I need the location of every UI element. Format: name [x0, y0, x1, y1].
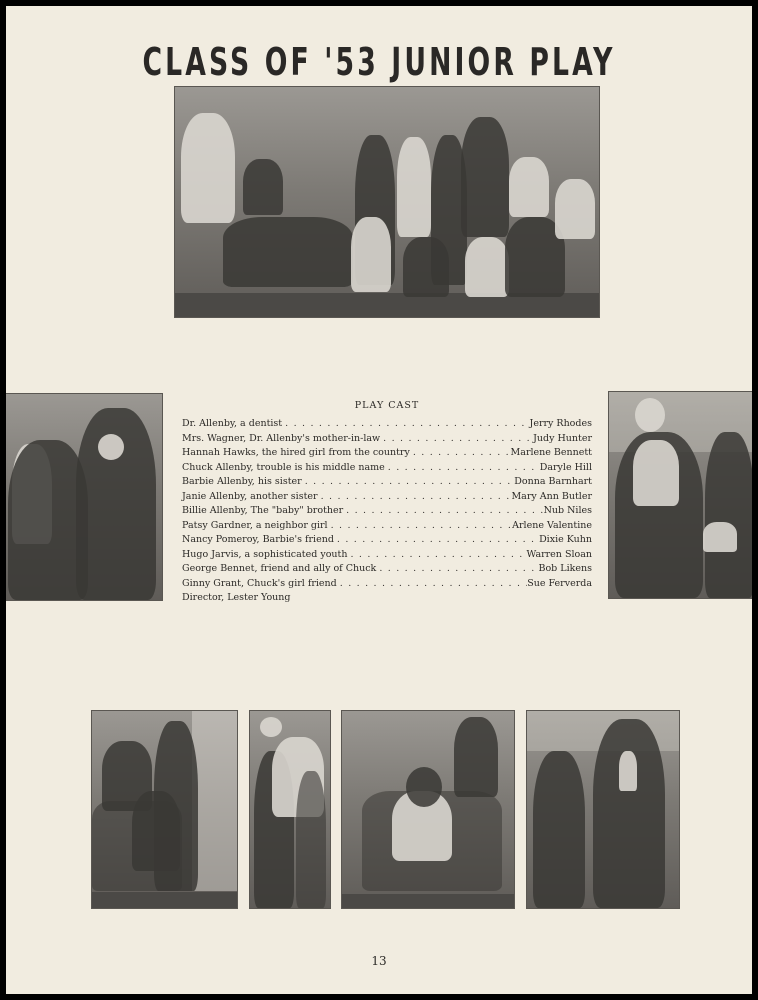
- leader-dots: [347, 549, 526, 560]
- leader-dots: [385, 462, 540, 473]
- scene-photo-1: [91, 710, 238, 909]
- cast-actor: Jerry Rhodes: [529, 418, 592, 429]
- scene-photo-3: [341, 710, 515, 909]
- cast-actor: Arlene Valentine: [512, 519, 592, 531]
- left-cast-photo: [6, 393, 163, 601]
- cast-actor: Daryle Hill: [539, 461, 592, 473]
- cast-row: [182, 520, 592, 535]
- cast-actor: Bob Likens: [538, 563, 592, 574]
- cast-row: [182, 549, 592, 564]
- cast-row: [182, 462, 592, 477]
- cast-role: Dr. Allenby, a dentist: [182, 418, 283, 429]
- cast-actor: Warren Sloan: [526, 548, 592, 560]
- cast-role: Hannah Hawks, the hired girl from the country: [182, 447, 410, 458]
- leader-dots: [328, 520, 513, 531]
- cast-actor: Judy Hunter: [533, 432, 592, 444]
- group-cast-photo: [174, 86, 600, 318]
- cast-role: Patsy Gardner, a neighbor girl: [182, 519, 328, 531]
- cast-row: [182, 447, 592, 462]
- director-credit: Director, Lester Young: [182, 592, 291, 603]
- yearbook-page: [6, 6, 752, 994]
- leader-dots: [282, 418, 529, 429]
- cast-actor: Donna Barnhart: [514, 476, 592, 487]
- cast-heading: PLAY CAST: [354, 400, 420, 411]
- cast-row: [182, 491, 592, 506]
- scene-photo-2: [249, 710, 331, 909]
- cast-actor: Nub Niles: [543, 505, 592, 516]
- cast-role: Billie Allenby, The "baby" brother: [182, 505, 344, 516]
- cast-actor: Sue Ferverda: [527, 577, 592, 589]
- cast-row: [182, 534, 592, 549]
- cast-role: Nancy Pomeroy, Barbie's friend: [182, 534, 334, 545]
- leader-dots: [376, 563, 538, 574]
- cast-row: [182, 578, 592, 593]
- cast-row: [182, 433, 592, 448]
- cast-row: [182, 418, 592, 433]
- leader-dots: [343, 505, 543, 516]
- cast-role: Ginny Grant, Chuck's girl friend: [182, 577, 337, 589]
- cast-row: [182, 476, 592, 491]
- cast-row: [182, 563, 592, 578]
- cast-role: Barbie Allenby, his sister: [182, 476, 302, 487]
- cast-role: Janie Allenby, another sister: [182, 490, 318, 502]
- cast-role: Mrs. Wagner, Dr. Allenby's mother-in-law: [182, 432, 381, 444]
- leader-dots: [337, 578, 527, 589]
- play-cast-list: [182, 400, 592, 607]
- page-title: CLASS OF '53 JUNIOR PLAY: [142, 40, 616, 84]
- cast-role: George Bennet, friend and ally of Chuck: [182, 563, 377, 574]
- leader-dots: [410, 447, 511, 458]
- cast-actor: Dixie Kuhn: [539, 534, 592, 545]
- leader-dots: [380, 433, 533, 444]
- right-cast-photo: [608, 391, 752, 599]
- leader-dots: [334, 534, 539, 545]
- cast-actor: Marlene Bennett: [510, 447, 592, 458]
- scene-photo-4: [526, 710, 680, 909]
- cast-row: [182, 505, 592, 520]
- page-number: 13: [371, 954, 387, 968]
- leader-dots: [318, 491, 512, 502]
- cast-role: Hugo Jarvis, a sophisticated youth: [182, 548, 348, 560]
- leader-dots: [302, 476, 515, 487]
- cast-role: Chuck Allenby, trouble is his middle name: [182, 461, 385, 473]
- cast-actor: Mary Ann Butler: [511, 490, 592, 502]
